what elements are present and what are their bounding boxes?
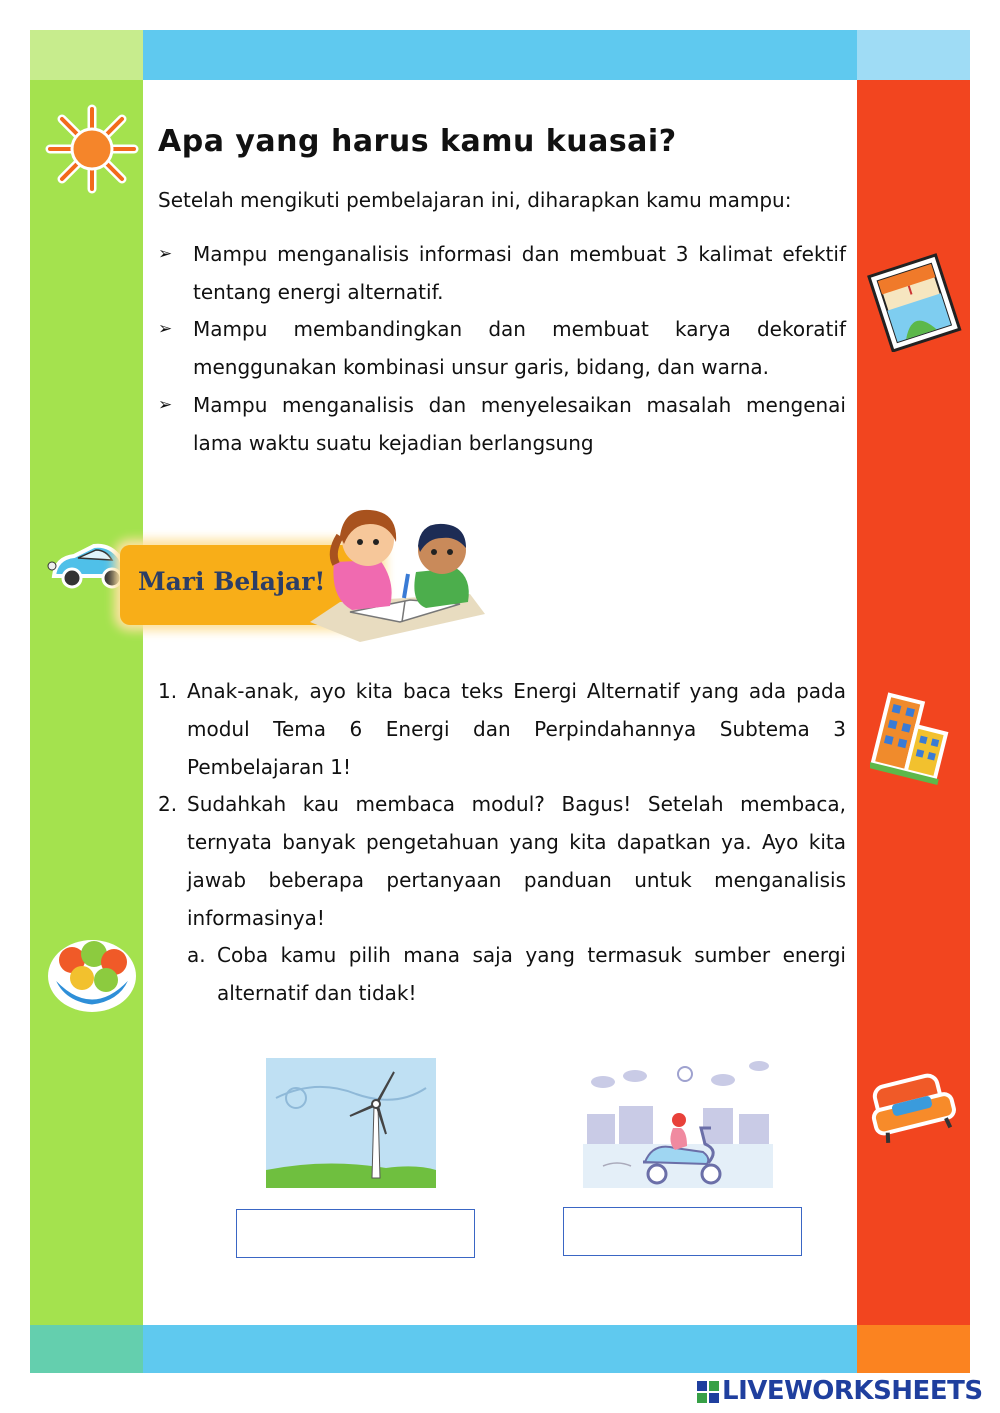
- objective-item: [158, 310, 846, 386]
- frame-left-column: [30, 80, 143, 1325]
- page-title: Apa yang harus kamu kuasai?: [158, 124, 677, 159]
- objective-text: Mampu menganalisis informasi dan membuat 3 kalimat efektif tentang energi alternatif.: [193, 242, 846, 304]
- answer-box-2[interactable]: [563, 1207, 802, 1256]
- bullet-arrow-icon: ➢: [158, 319, 173, 339]
- banner-label: Mari Belajar!: [138, 567, 326, 596]
- frame-top-right: [857, 30, 970, 80]
- objective-item: [158, 386, 846, 462]
- wind-turbine-image: [266, 1058, 436, 1188]
- frame-bottom-band: [143, 1325, 857, 1373]
- bullet-arrow-icon: ➢: [158, 395, 173, 415]
- scooter-image: [583, 1058, 773, 1188]
- frame-bottom-left: [30, 1325, 143, 1373]
- liveworksheets-logo-icon: [697, 1381, 719, 1403]
- substep-text: Coba kamu pilih mana saja yang termasuk sumber energi alternatif dan tidak!: [217, 943, 846, 1005]
- kids-reading-illustration: [300, 502, 490, 652]
- step-number: 1.: [158, 679, 178, 703]
- step-item: [158, 672, 846, 786]
- objective-text: Mampu menganalisis dan menyelesaikan masalah mengenai lama waktu suatu kejadian berlangsung: [193, 393, 846, 455]
- fruit-bowl-icon: [44, 926, 140, 1016]
- liveworksheets-watermark[interactable]: LIVEWORKSHEETS: [722, 1376, 983, 1406]
- answer-box-1[interactable]: [236, 1209, 475, 1258]
- buildings-icon: [870, 690, 958, 786]
- bullet-arrow-icon: ➢: [158, 244, 173, 264]
- frame-top-band: [143, 30, 857, 80]
- substep-item: [187, 936, 846, 1012]
- intro-text: Setelah mengikuti pembelajaran ini, diharapkan kamu mampu:: [158, 188, 792, 212]
- sun-icon: [42, 103, 142, 195]
- sofa-icon: [866, 1066, 958, 1146]
- step-text: Sudahkah kau membaca modul? Bagus! Setelah membaca, ternyata banyak pengetahuan yang kita dapatkan ya. Ayo kita jawab beberapa pertanyaan panduan untuk menganalisis informasinya!: [187, 792, 846, 930]
- step-number: 2.: [158, 792, 178, 816]
- frame-bottom-right: [857, 1325, 970, 1373]
- step-item: [158, 785, 846, 937]
- frame-top-left: [30, 30, 143, 80]
- objective-item: [158, 235, 846, 311]
- window-icon: [865, 252, 963, 352]
- step-text: Anak-anak, ayo kita baca teks Energi Alternatif yang ada pada modul Tema 6 Energi dan Perpindahannya Subtema 3 Pembelajaran 1!: [187, 679, 846, 779]
- substep-label: a.: [187, 943, 206, 967]
- objective-text: Mampu membandingkan dan membuat karya dekoratif menggunakan kombinasi unsur garis, bidang, dan warna.: [193, 317, 846, 379]
